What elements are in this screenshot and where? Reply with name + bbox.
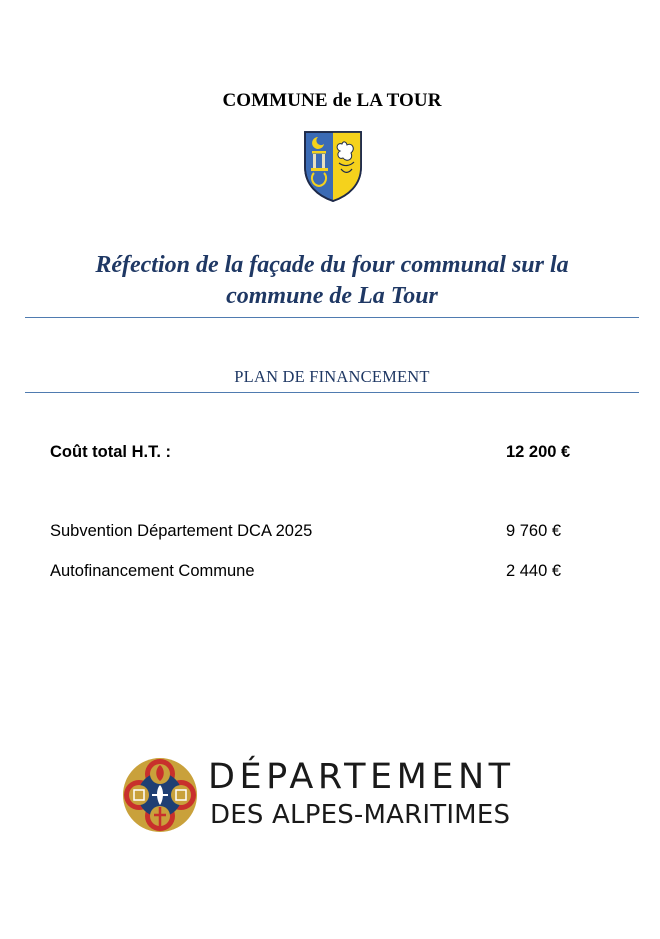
financing-row-label: Autofinancement Commune xyxy=(50,562,255,580)
department-logo xyxy=(122,757,542,837)
document-title xyxy=(30,250,634,312)
section-heading: PLAN DE FINANCEMENT xyxy=(234,367,430,386)
financing-row-label: Subvention Département DCA 2025 xyxy=(50,522,313,540)
department-name-line2: DES ALPES-MARITIMES xyxy=(210,800,511,830)
commune-title: COMMUNE de LA TOUR xyxy=(222,90,442,111)
department-name-line1: DÉPARTEMENT xyxy=(208,757,515,797)
total-cost-label: Coût total H.T. : xyxy=(50,443,171,461)
department-emblem-icon xyxy=(122,757,198,833)
commune-coat-of-arms xyxy=(302,129,364,203)
financing-row-value: 9 760 € xyxy=(506,522,562,540)
financing-row-value: 2 440 € xyxy=(506,562,562,580)
section-rule xyxy=(25,392,639,393)
document-title-line1: Réfection de la façade du four communal sur la xyxy=(95,252,569,278)
total-cost-value: 12 200 € xyxy=(506,443,571,461)
document-title-line2: commune de La Tour xyxy=(226,283,438,309)
title-rule xyxy=(25,317,639,318)
